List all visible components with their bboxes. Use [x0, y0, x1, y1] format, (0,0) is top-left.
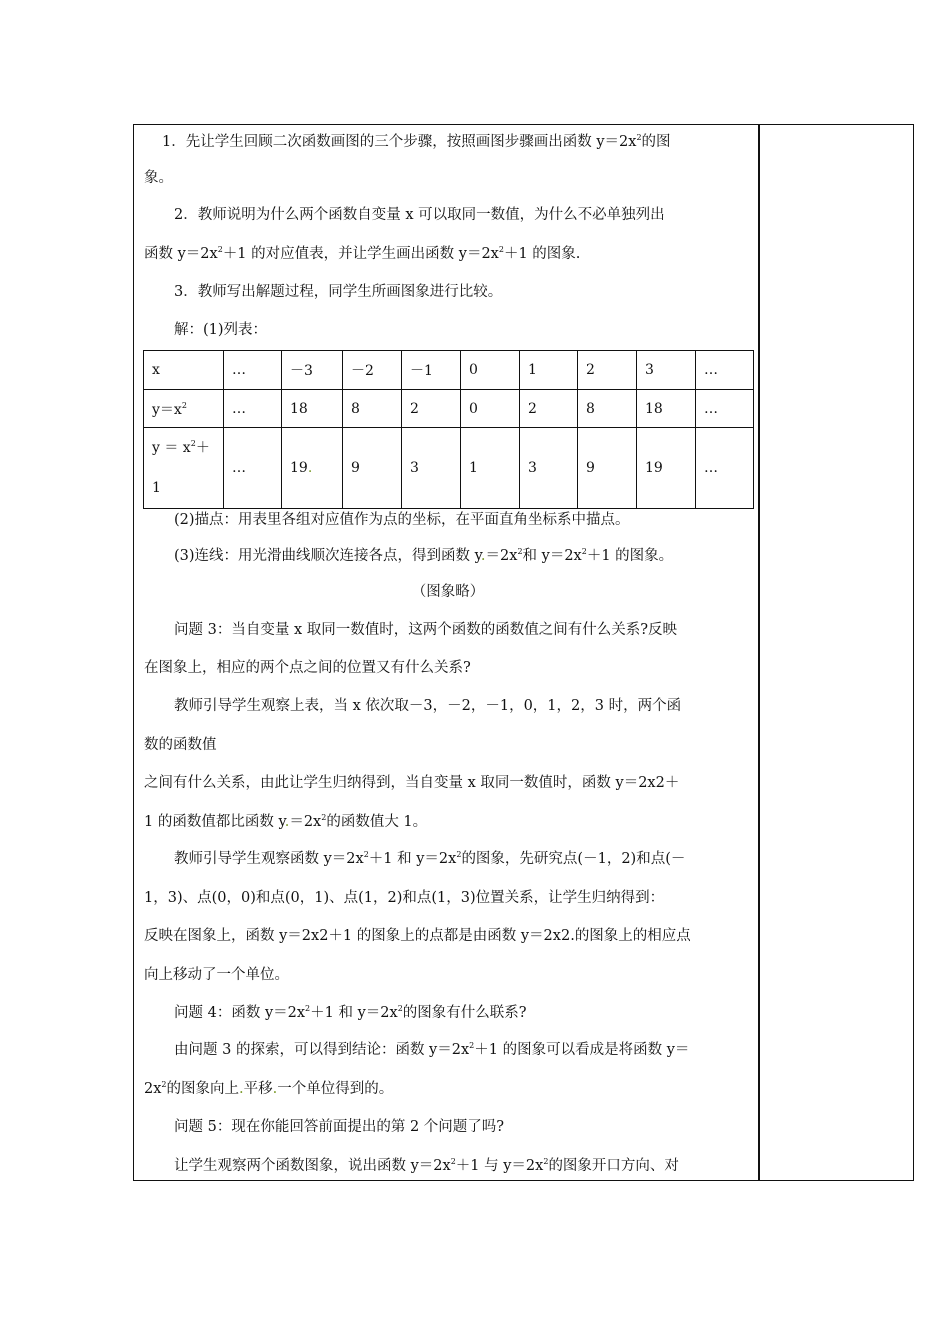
final-line: 让学生观察两个函数图象，说出函数 $y=2x^2+1$ 与 $y=2x^2$的图象开口方向、对 — [174, 1157, 679, 1174]
table-cell: 18 — [282, 390, 343, 428]
table-cell: 2 — [520, 390, 578, 428]
table-cell: 3 — [402, 428, 461, 509]
table-cell: 19 — [637, 428, 696, 509]
step-connect: (3)连线：用光滑曲线顺次连接各点，得到函数 $y.=2x^2$和 $y=2x^2+1$ 的图象。 — [174, 547, 674, 564]
guide-1: 教师引导学生观察上表，当 x 依次取－3，－2，－1，0，1，2，3 时，两个函 — [174, 698, 682, 714]
question-5: 问题 5：现在你能回答前面提出的第 2 个问题了吗? — [174, 1119, 505, 1135]
conclusion-cont: $2x^2$的图象向上.平移.一个单位得到的。 — [144, 1080, 394, 1097]
conclusion: 由问题 3 的探索，可以得到结论：函数 $y=2x^2+1$ 的图象可以看成是将函数 y＝ — [174, 1041, 690, 1058]
table-cell: 1 — [461, 428, 520, 509]
table-cell: 0 — [461, 390, 520, 428]
table-cell: … — [696, 351, 754, 390]
para-1-cont: 象。 — [144, 170, 173, 186]
question-3: 问题 3：当自变量 x 取同一数值时，这两个函数的函数值之间有什么关系?反映 — [174, 622, 678, 638]
guide-1-cont: 数的函数值 — [144, 737, 217, 753]
table-cell: 3 — [637, 351, 696, 390]
table-cell: 18 — [637, 390, 696, 428]
guide-2-cont: 1，3)、点(0，0)和点(0，1)、点(1，2)和点(1，3)位置关系，让学生归纳得到： — [144, 890, 665, 906]
table-row — [144, 390, 754, 428]
guide-2-cont-3: 向上移动了一个单位。 — [144, 967, 289, 983]
para-2: 2．教师说明为什么两个函数自变量 x 可以取同一数值，为什么不必单独列出 — [174, 207, 665, 223]
value-table — [143, 350, 754, 509]
guide-2-cont-2: 反映在图象上，函数 y＝2x2＋1 的图象上的点都是由函数 y＝2x2.的图象上的相应点 — [144, 928, 691, 944]
table-cell: －2 — [343, 351, 402, 390]
question-3-cont: 在图象上，相应的两个点之间的位置又有什么关系? — [144, 660, 471, 676]
guide-1-cont-3: 1 的函数值都比函数 $y.=2x^2$的函数值大 1。 — [144, 813, 428, 830]
table-row — [144, 351, 754, 390]
para-2-cont: 函数 $y=2x^2+1$ 的对应值表，并让学生画出函数 $y=2x^2+1$ 的图象. — [144, 245, 581, 262]
graph-omitted-note: （图象略） — [411, 584, 485, 600]
table-row — [144, 428, 754, 509]
table-cell: 9 — [343, 428, 402, 509]
table-cell: 19. — [282, 428, 343, 509]
table-cell: 2 — [578, 351, 637, 390]
para-1: 1．先让学生回顾二次函数画图的三个步骤，按照画图步骤画出函数 $y=2x^2$的图 — [162, 133, 671, 150]
table-row-label: $y = x^2+$ 1 — [144, 428, 224, 509]
question-4: 问题 4：函数 $y=2x^2+1$ 和 $y=2x^2$的图象有什么联系? — [174, 1004, 527, 1021]
table-cell: x — [144, 351, 224, 390]
table-row-label: $y=x^2$ — [144, 390, 224, 428]
table-cell: －1 — [402, 351, 461, 390]
solution-heading: 解：(1)列表： — [174, 322, 268, 338]
table-cell: 2 — [402, 390, 461, 428]
table-cell: … — [224, 351, 282, 390]
table-cell: 0 — [461, 351, 520, 390]
table-cell: … — [224, 428, 282, 509]
table-cell: －3 — [282, 351, 343, 390]
column-divider — [758, 124, 760, 1181]
table-cell: 3 — [520, 428, 578, 509]
table-cell: 8 — [343, 390, 402, 428]
table-cell: … — [696, 428, 754, 509]
table-cell: 1 — [520, 351, 578, 390]
table-cell: 9 — [578, 428, 637, 509]
para-3: 3．教师写出解题过程，同学生所画图象进行比较。 — [174, 284, 503, 300]
table-cell: … — [224, 390, 282, 428]
table-cell: … — [696, 390, 754, 428]
step-plot: (2)描点：用表里各组对应值作为点的坐标，在平面直角坐标系中描点。 — [174, 512, 630, 528]
guide-2: 教师引导学生观察函数 $y=2x^2+1$ 和 $y=2x^2$的图象，先研究点(－1，2)和点(－ — [174, 850, 686, 867]
table-cell: 8 — [578, 390, 637, 428]
guide-1-cont-2: 之间有什么关系，由此让学生归纳得到，当自变量 x 取同一数值时，函数 y＝2x2＋ — [144, 775, 680, 791]
